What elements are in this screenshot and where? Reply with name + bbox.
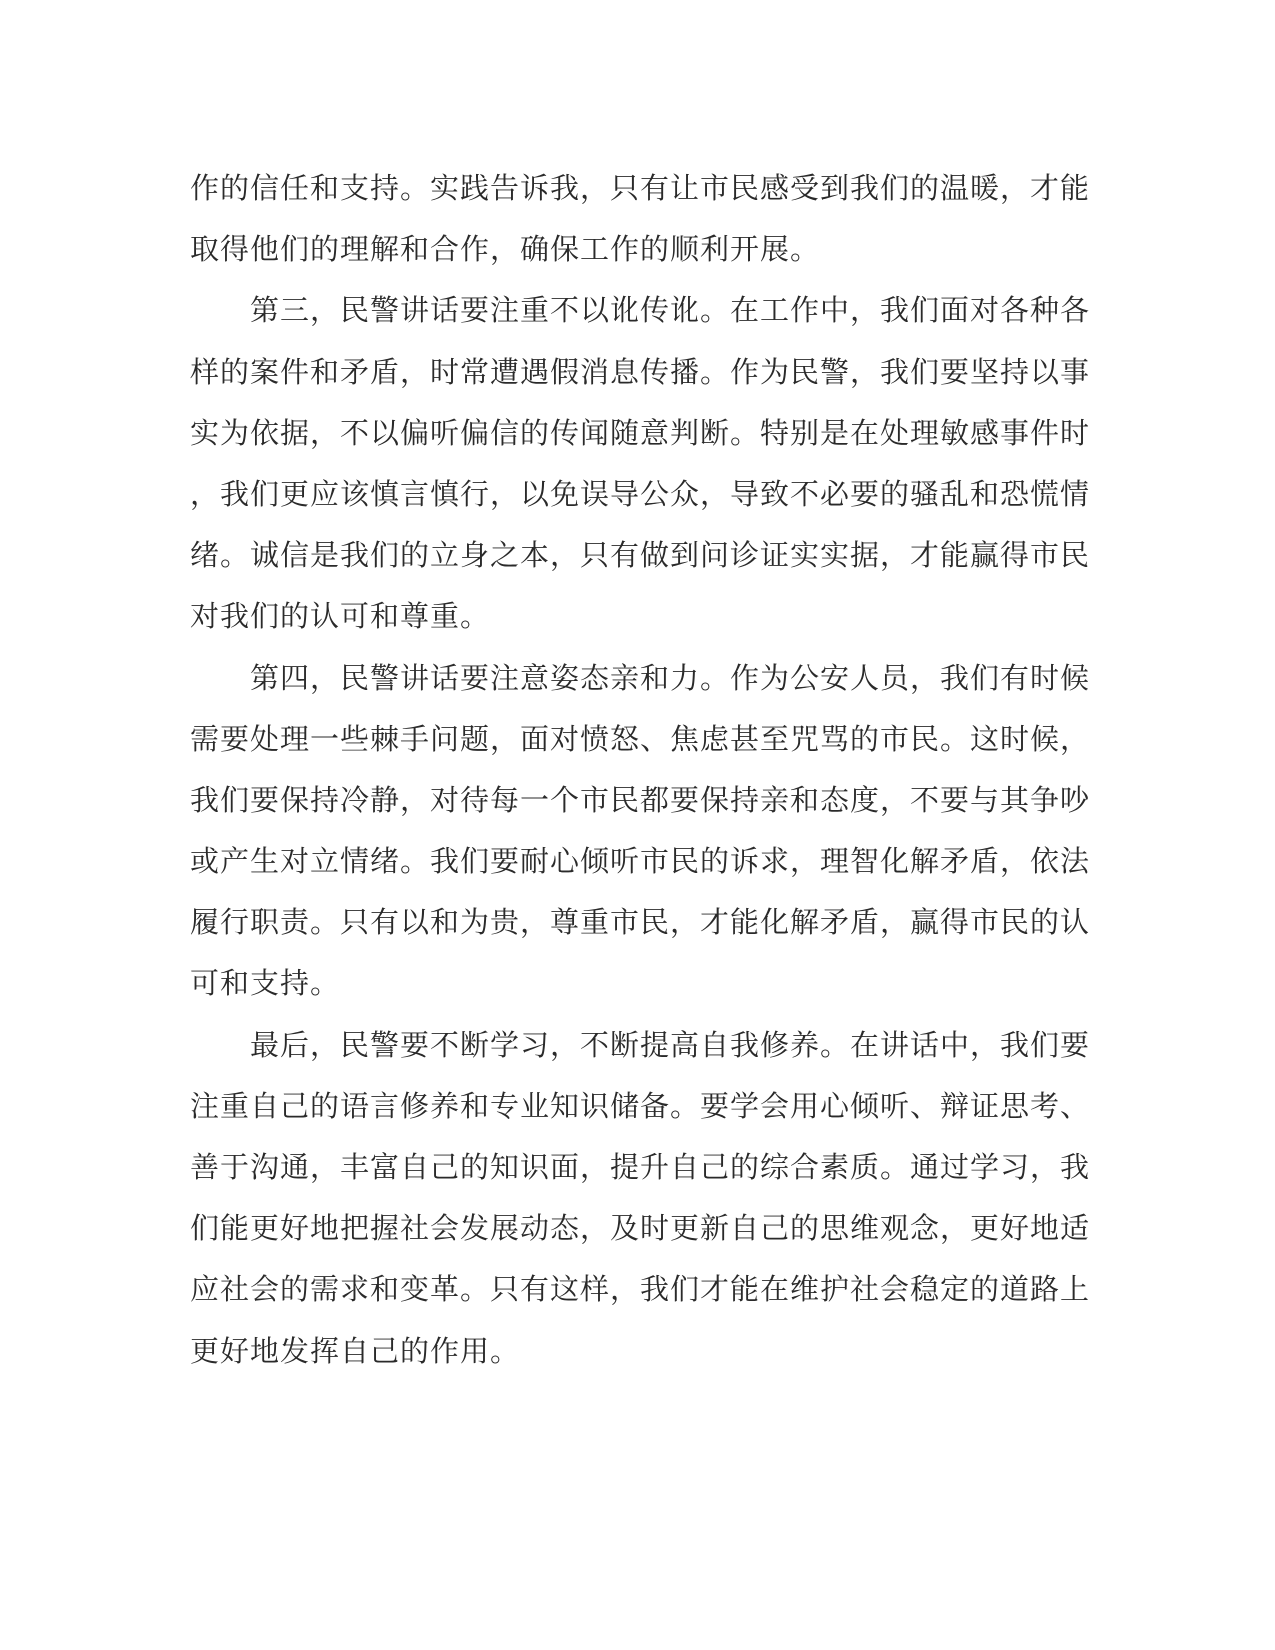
text-line: 对我们的认可和尊重。 (190, 599, 491, 634)
text-line: 取得他们的理解和合作，确保工作的顺利开展。 (190, 232, 821, 267)
text-line: 需要处理一些棘手问题，面对愤怒、焦虑甚至咒骂的市民。这时候， (190, 721, 1091, 756)
text-line: 更好地发挥自己的作用。 (190, 1333, 521, 1368)
text-line: 最后，民警要不断学习，不断提高自我修养。在讲话中，我们要 (190, 1027, 1091, 1062)
text-line: 样的案件和矛盾，时常遭遇假消息传播。作为民警，我们要坚持以事 (190, 354, 1091, 389)
text-line: 第四，民警讲话要注意姿态亲和力。作为公安人员，我们有时候 (190, 660, 1091, 695)
body-text (190, 158, 1090, 1382)
text-line: 可和支持。 (190, 966, 341, 1001)
text-line: 我们要保持冷静，对待每一个市民都要保持亲和态度，不要与其争吵 (190, 782, 1091, 817)
text-line: 注重自己的语言修养和专业知识储备。要学会用心倾听、辩证思考、 (190, 1088, 1091, 1123)
text-line: 善于沟通，丰富自己的知识面，提升自己的综合素质。通过学习，我 (190, 1150, 1091, 1184)
text-line: 作的信任和支持。实践告诉我，只有让市民感受到我们的温暖，才能 (190, 171, 1091, 205)
text-line: 履行职责。只有以和为贵，尊重市民，才能化解矛盾，赢得市民的认 (190, 905, 1091, 940)
text-line: 应社会的需求和变革。只有这样，我们才能在维护社会稳定的道路上 (190, 1272, 1091, 1307)
text-line: 绪。诚信是我们的立身之本，只有做到问诊证实实据，才能赢得市民 (190, 538, 1091, 573)
text-line: 们能更好地把握社会发展动态，及时更新自己的思维观念，更好地适 (190, 1211, 1091, 1246)
text-line: 第三，民警讲话要注重不以讹传讹。在工作中，我们面对各种各 (190, 293, 1091, 328)
text-line: 实为依据，不以偏听偏信的传闻随意判断。特别是在处理敏感事件时 (190, 415, 1091, 450)
text-line: 或产生对立情绪。我们要耐心倾听市民的诉求，理智化解矛盾，依法 (190, 844, 1091, 879)
text-line: ，我们更应该慎言慎行，以免误导公众，导致不必要的骚乱和恐慌情 (190, 476, 1091, 511)
